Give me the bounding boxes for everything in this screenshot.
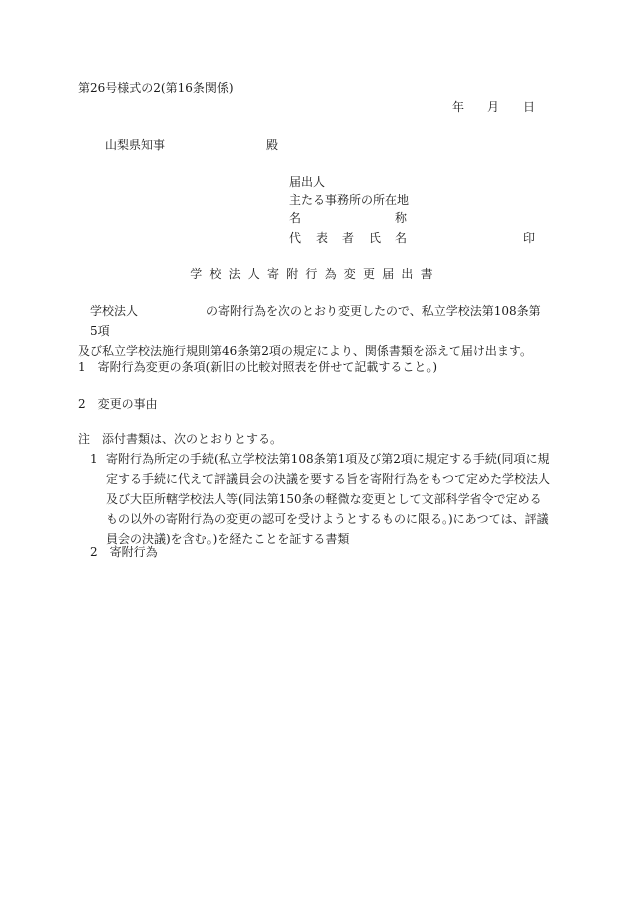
- filer-name-char: 名: [289, 211, 302, 225]
- list-item-reason: 2 変更の事由: [78, 397, 158, 411]
- document-title: 学校法人寄附行為変更届出書: [190, 267, 440, 281]
- body-line1-prefix: 学校法人: [90, 304, 139, 318]
- note-item-2: 2 寄附行為: [90, 545, 158, 559]
- date-month-label: 月: [487, 100, 500, 114]
- note-item-1-number: 1: [90, 452, 98, 466]
- filer-title: 届出人: [289, 175, 326, 189]
- body-line1-suffix: の寄附行為を次のとおり変更したので、私立学校法第108条第5項: [90, 304, 541, 338]
- list-item-amended-articles: 1 寄附行為変更の条項(新旧の比較対照表を併せて記載すること。): [78, 360, 438, 374]
- filer-rep-char: 表: [316, 231, 329, 245]
- filer-rep-char: 氏: [369, 231, 382, 245]
- body-line2: 及び私立学校法施行規則第46条第2項の規定により、関係書類を添えて届け出ます。: [78, 344, 532, 358]
- date-year-label: 年: [452, 100, 465, 114]
- note-item-1-text: 寄附行為所定の手続(私立学校法第108条第1項及び第2項に規定する手続(同項に規定する手続に代えて評議員会の決議を要する旨を寄附行為をもつて定めた学校法人及び大臣所轄学校法人等(同法第150条の軽微な変更として文部科学省令で定めるもの以外の寄附行為の変更の認可を受けようとするものに限る。)にあつては、評議員会の決議)を含む。)を経たことを証する書類: [106, 452, 551, 546]
- filer-name-char: 称: [395, 211, 408, 225]
- filer-rep-char: 者: [342, 231, 355, 245]
- form-number-label: 第26号様式の2(第16条関係): [78, 81, 234, 95]
- seal-mark: 印: [523, 231, 536, 245]
- addressee-name: 山梨県知事: [105, 138, 166, 152]
- date-day-label: 日: [523, 100, 536, 114]
- addressee-honorific: 殿: [266, 138, 279, 152]
- filer-address-label: 主たる事務所の所在地: [289, 193, 410, 207]
- filer-rep-char: 名: [395, 231, 408, 245]
- filer-rep-char: 代: [289, 231, 302, 245]
- note-heading: 注 添付書類は、次のとおりとする。: [78, 432, 283, 446]
- note-item-1: [90, 449, 550, 549]
- body-paragraph: [78, 301, 548, 361]
